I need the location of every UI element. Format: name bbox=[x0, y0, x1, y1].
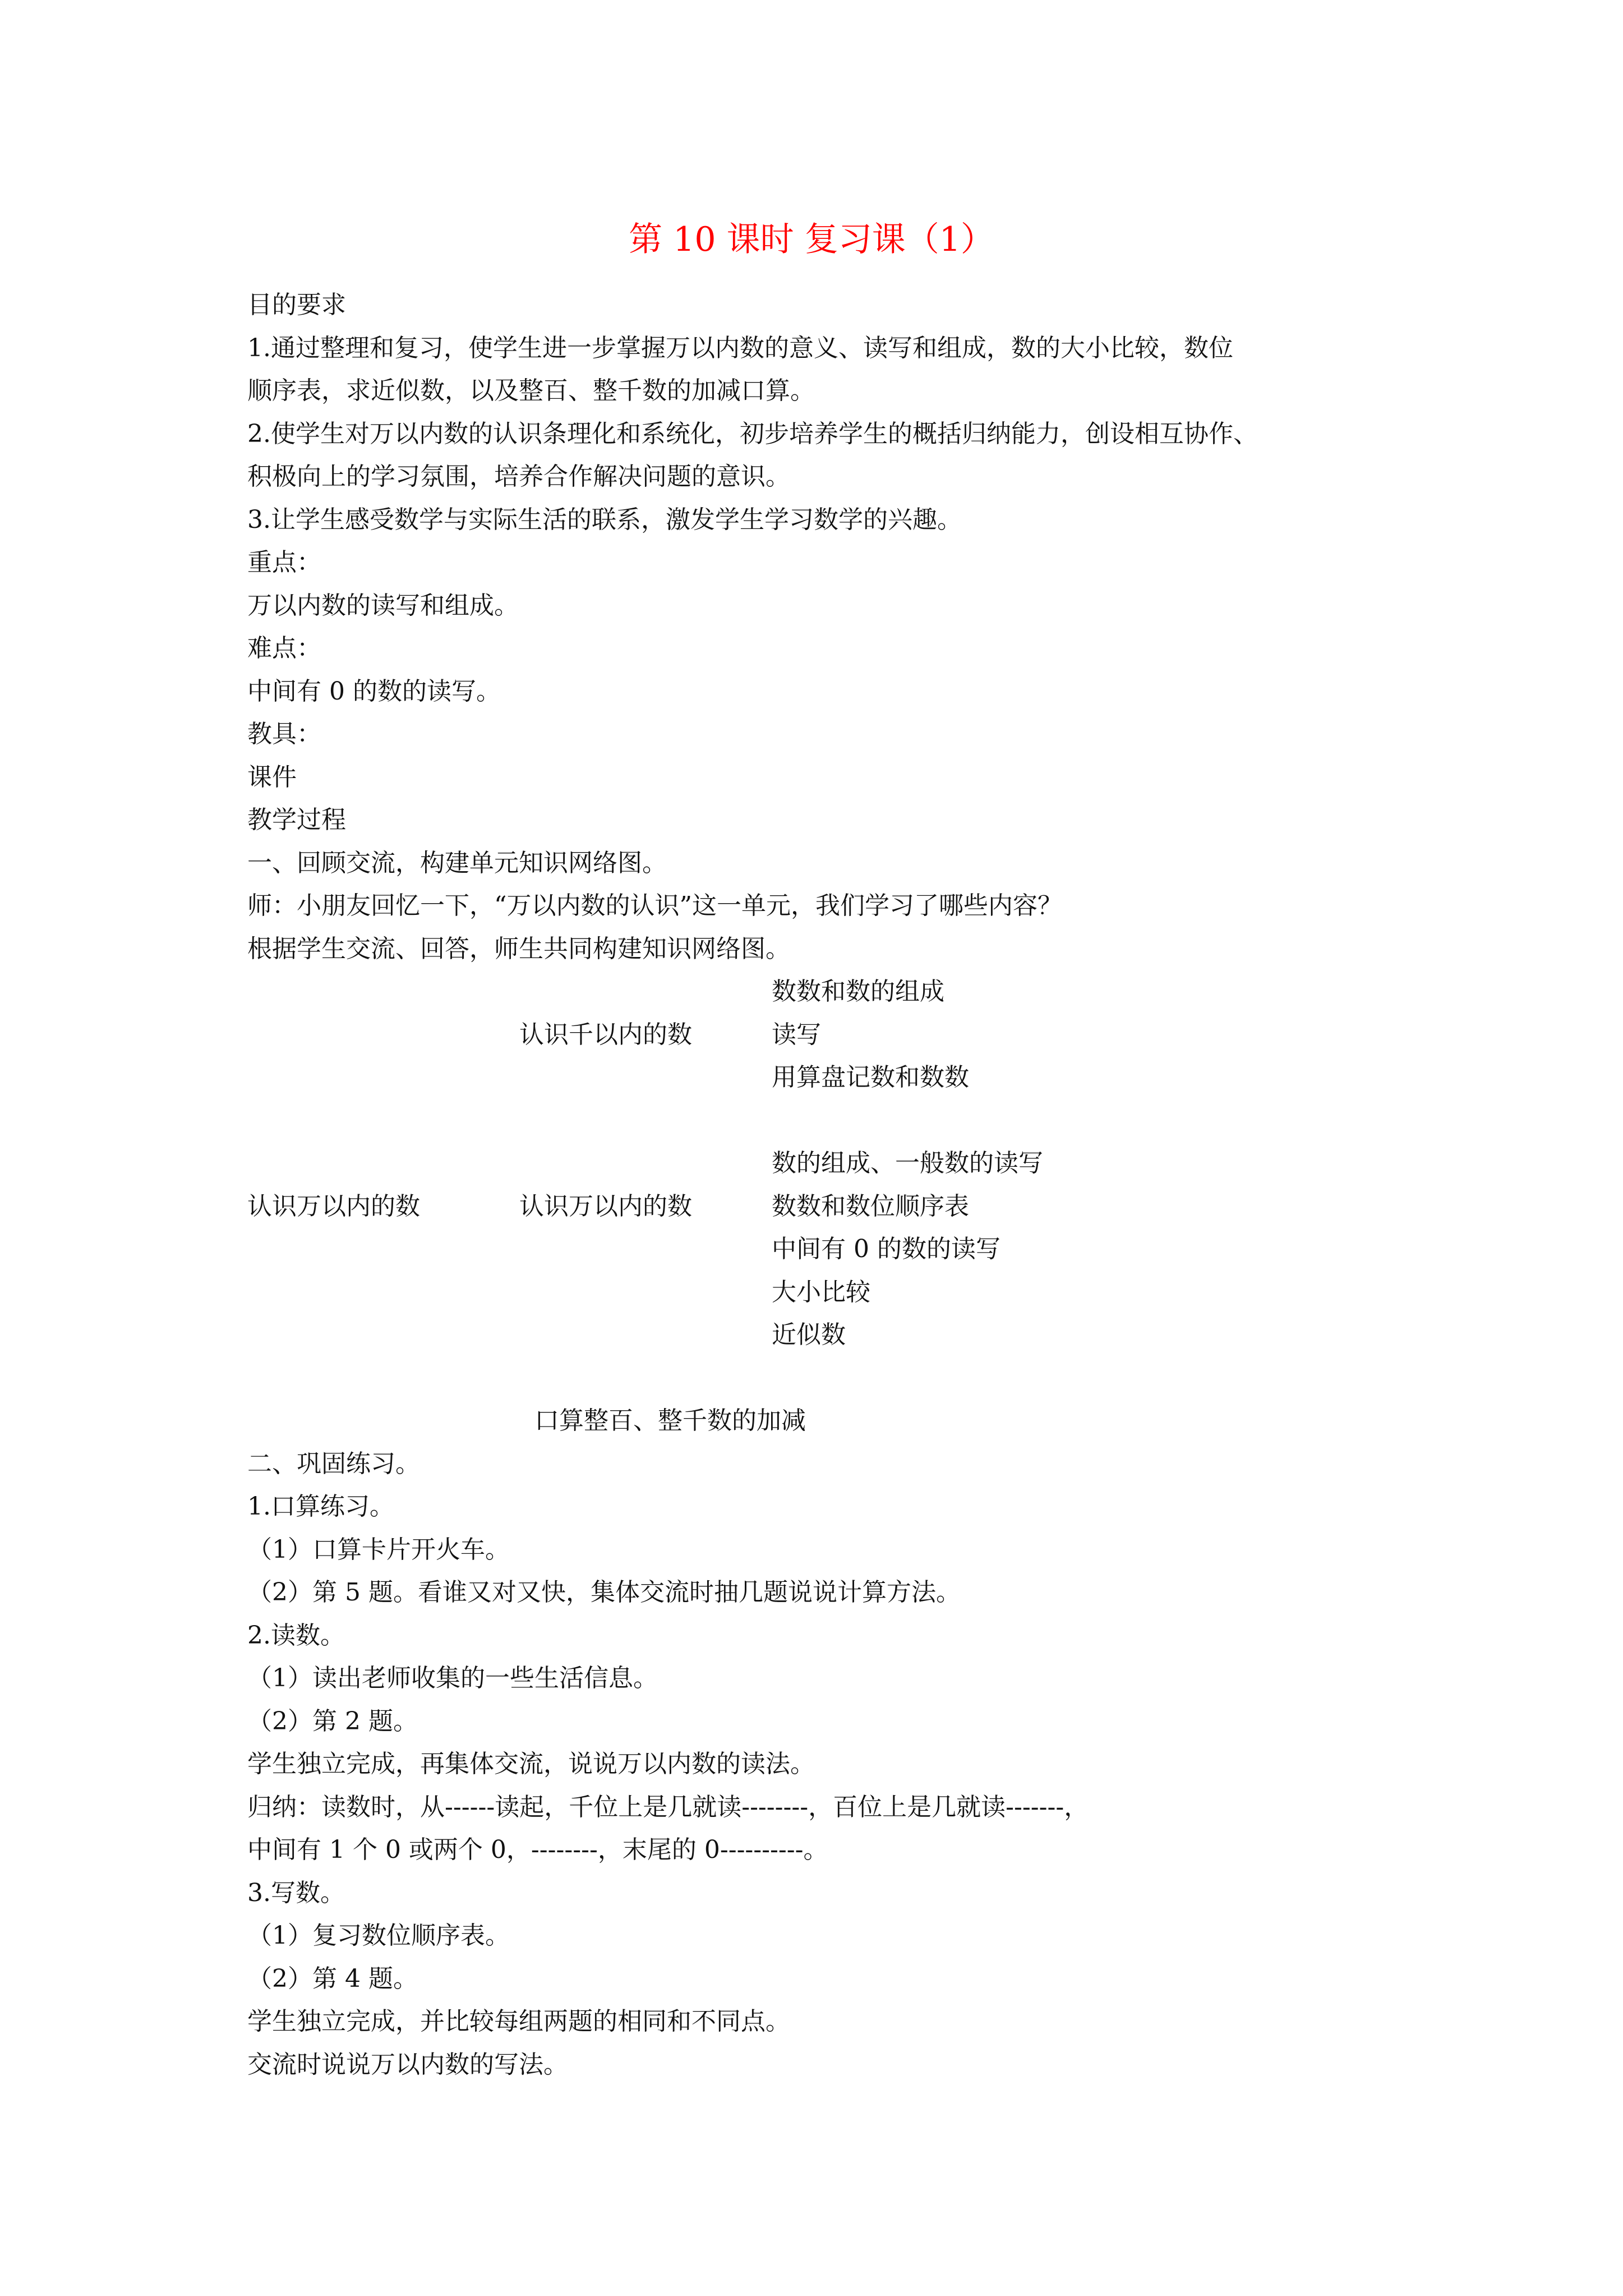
document-body bbox=[247, 284, 1391, 2086]
objective-line: 3.让学生感受数学与实际生活的联系，激发学生学习数学的兴趣。 bbox=[247, 505, 962, 534]
objective-line: 2.使学生对万以内数的认识条理化和系统化，初步培养学生的概括归纳能力，创设相互协作、 bbox=[247, 419, 1258, 448]
exercise-heading: 3.写数。 bbox=[247, 1878, 345, 1907]
exercise-heading: 2.读数。 bbox=[247, 1621, 345, 1650]
objective-line: 1.通过整理和复习，使学生进一步掌握万以内数的意义、读写和组成，数的大小比较，数位 bbox=[247, 333, 1233, 362]
network-item: 数数和数位顺序表 bbox=[772, 1191, 969, 1221]
process-step-heading: 一、回顾交流，构建单元知识网络图。 bbox=[247, 848, 667, 877]
knowledge-network-diagram bbox=[247, 970, 1391, 1400]
summary-line: 归纳：读数时，从------读起，千位上是几就读--------，百位上是几就读-------， bbox=[247, 1792, 1089, 1821]
objective-line: 积极向上的学习氛围，培养合作解决问题的意识。 bbox=[247, 462, 790, 491]
key-point-text: 万以内数的读写和组成。 bbox=[247, 591, 519, 620]
network-root-label: 认识万以内的数 bbox=[247, 1191, 420, 1221]
exercise-note: 交流时说说万以内数的写法。 bbox=[247, 2050, 568, 2079]
network-item: 近似数 bbox=[772, 1320, 846, 1349]
network-item: 大小比较 bbox=[772, 1277, 870, 1306]
difficulty-text: 中间有 0 的数的读写。 bbox=[247, 677, 501, 706]
teaching-aids-text: 课件 bbox=[247, 762, 297, 792]
exercise-item: （2）第 4 题。 bbox=[247, 1964, 418, 1993]
network-branch-row bbox=[247, 1400, 1391, 1443]
network-item: 数的组成、一般数的读写 bbox=[772, 1149, 1043, 1177]
summary-line: 中间有 1 个 0 或两个 0，--------，末尾的 0----------。 bbox=[247, 1835, 828, 1864]
objective-line: 顺序表，求近似数，以及整百、整千数的加减口算。 bbox=[247, 376, 815, 405]
teacher-question: 师：小朋友回忆一下，“万以内数的认识”这一单元，我们学习了哪些内容？ bbox=[247, 891, 1062, 920]
exercise-note: 学生独立完成，再集体交流，说说万以内数的读法。 bbox=[247, 1750, 815, 1778]
network-item: 读写 bbox=[772, 1020, 821, 1049]
exercise-heading: 1.口算练习。 bbox=[247, 1492, 394, 1521]
exercise-item: （1）读出老师收集的一些生活信息。 bbox=[247, 1664, 658, 1692]
section-heading-difficulty: 难点： bbox=[247, 634, 321, 662]
exercise-item: （1）口算卡片开火车。 bbox=[247, 1535, 510, 1564]
network-branch-label: 口算整百、整千数的加减 bbox=[534, 1406, 806, 1435]
exercise-item: （2）第 2 题。 bbox=[247, 1706, 418, 1736]
exercise-note: 学生独立完成，并比较每组两题的相同和不同点。 bbox=[247, 2007, 790, 2036]
network-branch-label: 认识千以内的数 bbox=[519, 1020, 692, 1049]
network-item: 用算盘记数和数数 bbox=[772, 1063, 969, 1092]
network-branch-label: 认识万以内的数 bbox=[519, 1191, 692, 1221]
process-step-heading: 二、巩固练习。 bbox=[247, 1449, 420, 1478]
lesson-title: 第 10 课时 复习课（1） bbox=[629, 220, 994, 259]
section-heading-key-point: 重点： bbox=[247, 548, 321, 577]
section-heading-teaching-aids: 教具： bbox=[247, 720, 321, 748]
section-heading-objectives: 目的要求 bbox=[247, 291, 346, 319]
section-heading-process: 教学过程 bbox=[247, 806, 346, 834]
network-item: 中间有 0 的数的读写 bbox=[772, 1235, 1000, 1263]
process-note: 根据学生交流、回答，师生共同构建知识网络图。 bbox=[247, 934, 790, 963]
exercise-item: （2）第 5 题。看谁又对又快，集体交流时抽几题说说计算方法。 bbox=[247, 1578, 961, 1607]
network-item: 数数和数的组成 bbox=[772, 977, 944, 1006]
exercise-item: （1）复习数位顺序表。 bbox=[247, 1921, 510, 1950]
